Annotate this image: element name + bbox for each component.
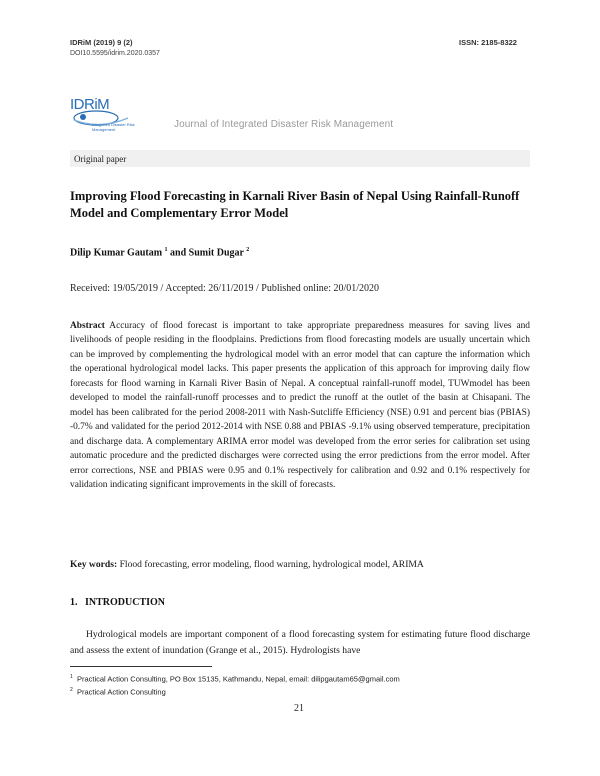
page-number: 21 <box>294 703 304 714</box>
paper-type: Original paper <box>74 154 127 164</box>
author-1: Dilip Kumar Gautam <box>70 247 163 259</box>
logo-letters: IDRiM <box>70 96 110 113</box>
footnote-1-num: 1 <box>70 674 73 680</box>
author-1-affiliation: 1 <box>164 247 168 253</box>
footnote-2-num: 2 <box>70 687 73 693</box>
authors <box>70 247 249 258</box>
footnote-2 <box>70 687 166 697</box>
keywords <box>70 559 530 570</box>
footnote-1-text: Practical Action Consulting, PO Box 15135, Kathmandu, Nepal, email: dilipgautam65@gmail.com <box>76 674 400 684</box>
abstract-label: Abstract <box>70 321 105 331</box>
publication-dates: Received: 19/05/2019 / Accepted: 26/11/2019 / Published online: 20/01/2020 <box>70 283 380 294</box>
journal-logo <box>70 96 145 132</box>
author-2: Sumit Dugar <box>188 247 244 259</box>
section-heading: 1. INTRODUCTION <box>70 597 166 608</box>
intro-paragraph: Hydrological models are important component of a flood forecasting system for estimating future flood discharge and assess the extent of inundation (Grange et al., 2015). Hydrologists have <box>70 629 530 656</box>
abstract-text: Accuracy of flood forecast is important to take appropriate preparedness measures for saving lives and livelihoods of people residing in the floodplains. Predictions from flood forecasting models are usually uncertain which can be improved by complementing the hydrological model with an error model that can capture the information which the operational hydrological model lacks. This paper presents the application of this approach for improving daily flow forecasts for flood warning in Karnali River Basin of Nepal. A conceptual rainfall-runoff model, TUWmodel has been developed to model the rainfall-runoff processes and to predict the runoff at the outlet of the basin at Chisapani. The model has been calibrated for the period 2008-2011 with Nash-Sutcliffe Efficiency (NSE) 0.91 and percent bias (PBIAS) -0.7% and validated for the period 2012-2014 with NSE 0.88 and PBIAS -9.1% using observed temperature, precipitation and discharge data. A complementary ARIMA error model was developed from the error series for calibration set using automatic procedure and the predicted discharges were corrected using the error predictions from the error model. After error corrections, NSE and PBIAS were 0.95 and 0.1% respectively for calibration and 0.92 and 0.1% respectively for validation indicating significant improvements in the skill of forecasts. <box>70 321 530 490</box>
logo-subtext: Integrated Disaster Risk Management <box>92 122 135 132</box>
paper-type-band <box>70 150 530 167</box>
paper-title: Improving Flood Forecasting in Karnali River Basin of Nepal Using Rainfall-Runoff Model and Complementary Error Model <box>70 189 520 220</box>
abstract <box>70 319 530 492</box>
author-2-affiliation: 2 <box>246 247 250 253</box>
footnote-2-text: Practical Action Consulting <box>76 687 166 697</box>
footnote-rule <box>70 666 212 667</box>
journal-issue: IDRiM (2019) 9 (2) <box>70 38 133 47</box>
doi: DOI10.5595/idrim.2020.0357 <box>70 50 160 57</box>
issn: ISSN: 2185-8322 <box>459 38 517 47</box>
author-connector: and <box>167 247 189 259</box>
footnote-1 <box>70 674 400 684</box>
journal-name: Journal of Integrated Disaster Risk Management <box>174 119 394 130</box>
keywords-text: Flood forecasting, error modeling, flood warning, hydrological model, ARIMA <box>119 559 424 570</box>
keywords-label: Key words: <box>70 559 118 570</box>
